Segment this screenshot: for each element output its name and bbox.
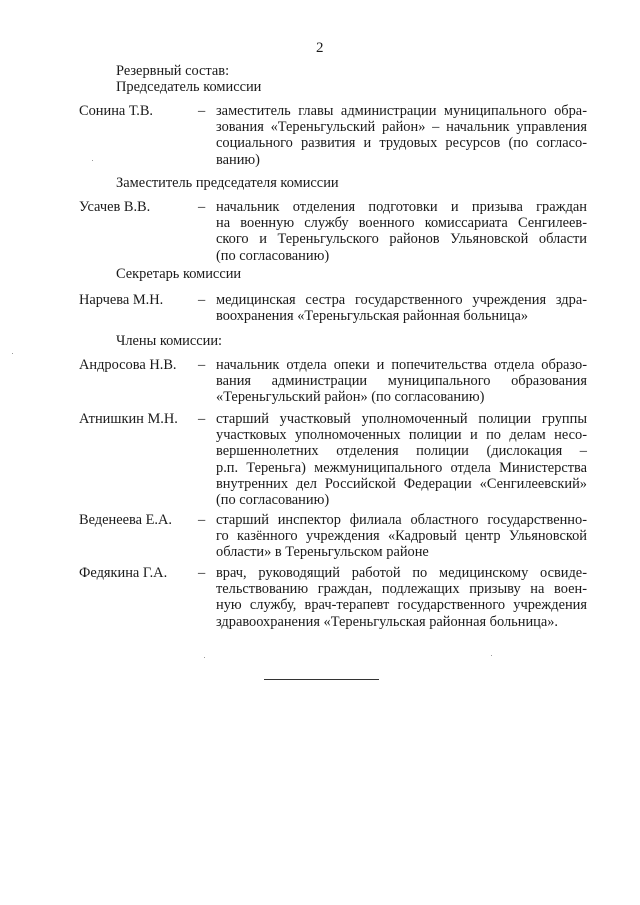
secretary-description-line: медицинская сестра государственного учреждения здра-: [216, 292, 587, 308]
deputy-description-line: начальник отделения подготовки и призыва граждан: [216, 199, 587, 215]
member-description: [216, 357, 587, 406]
closing-rule: [264, 679, 379, 680]
member-description-line: врач, руководящий работой по медицинскому освиде-: [216, 565, 587, 581]
member-description-line: вания администрации муниципального образования: [216, 373, 587, 390]
members-heading: Члены комиссии:: [116, 333, 223, 349]
member-name: Федякина Г.А.: [79, 565, 168, 581]
secretary-dash: –: [198, 292, 206, 308]
secretary-description: [216, 292, 587, 324]
deputy-description: [216, 199, 587, 264]
deputy-description-line: (по согласованию): [216, 247, 330, 264]
deputy-dash: –: [198, 199, 206, 215]
scan-speck: [12, 353, 13, 354]
member-dash: –: [198, 565, 206, 581]
member-description-line: тельствованию граждан, подлежащих призыву на воен-: [216, 581, 587, 598]
secretary-description-line: воохранения «Тереньгульская районная больница»: [216, 308, 529, 325]
page-number: 2: [316, 40, 324, 56]
member-description-line: здравоохранения «Тереньгульская районная больница».: [216, 613, 559, 630]
chair-description-line: заместитель главы администрации муниципального обра-: [216, 103, 587, 119]
chair-name: Сонина Т.В.: [79, 103, 154, 119]
member-dash: –: [198, 411, 206, 427]
deputy-description-line: на военную службу военного комиссариата Сенгилеев-: [216, 215, 587, 232]
scan-speck: [491, 655, 492, 656]
member-description-line: р.п. Тереньга) межмуниципального отдела Министерства: [216, 459, 587, 476]
member-description: [216, 565, 587, 630]
member-description-line: ную службу, врач-терапевт государственного учреждения: [216, 597, 587, 614]
member-description-line: области» в Тереньгульском районе: [216, 544, 429, 561]
member-dash: –: [198, 512, 206, 528]
deputy-description-line: ского и Тереньгульского районов Ульяновской области: [216, 231, 587, 248]
chair-description-line: ванию): [216, 151, 260, 168]
chair-description: [216, 103, 587, 168]
chair-dash: –: [198, 103, 206, 119]
member-description: [216, 512, 587, 561]
member-description-line: участковых уполномоченных полиции и по делам несо-: [216, 427, 587, 444]
member-name: Атнишкин М.Н.: [79, 411, 178, 427]
member-description-line: старший инспектор филиала областного государственно-: [216, 512, 587, 528]
member-description: [216, 411, 587, 508]
member-dash: –: [198, 357, 206, 373]
member-description-line: го казённого учреждения «Кадровый центр Ульяновской: [216, 528, 587, 545]
secretary-heading: Секретарь комиссии: [116, 266, 242, 282]
deputy-name: Усачев В.В.: [79, 199, 151, 215]
member-description-line: начальник отдела опеки и попечительства отдела образо-: [216, 357, 587, 373]
scan-speck: [204, 657, 205, 658]
deputy-heading: Заместитель председателя комиссии: [116, 175, 339, 191]
scan-speck: [92, 160, 93, 161]
member-description-line: «Тереньгульский район» (по согласованию): [216, 389, 485, 406]
member-description-line: внутренних дел Российской Федерации «Сенгилеевский»: [216, 475, 587, 492]
member-description-line: (по согласованию): [216, 492, 330, 509]
member-description-line: старший участковый уполномоченный полиции группы: [216, 411, 587, 427]
secretary-name: Нарчева М.Н.: [79, 292, 164, 308]
member-name: Веденеева Е.А.: [79, 512, 172, 528]
member-name: Андросова Н.В.: [79, 357, 177, 373]
reserve-heading: Резервный состав:: [116, 63, 230, 79]
chair-description-line: социального развития и трудовых ресурсов (по согласо-: [216, 135, 587, 152]
chair-heading: Председатель комиссии: [116, 79, 262, 95]
member-description-line: вершеннолетних отделения полиции (дислокация –: [216, 443, 587, 460]
chair-description-line: зования «Тереньгульский район» – начальник управления: [216, 119, 587, 136]
